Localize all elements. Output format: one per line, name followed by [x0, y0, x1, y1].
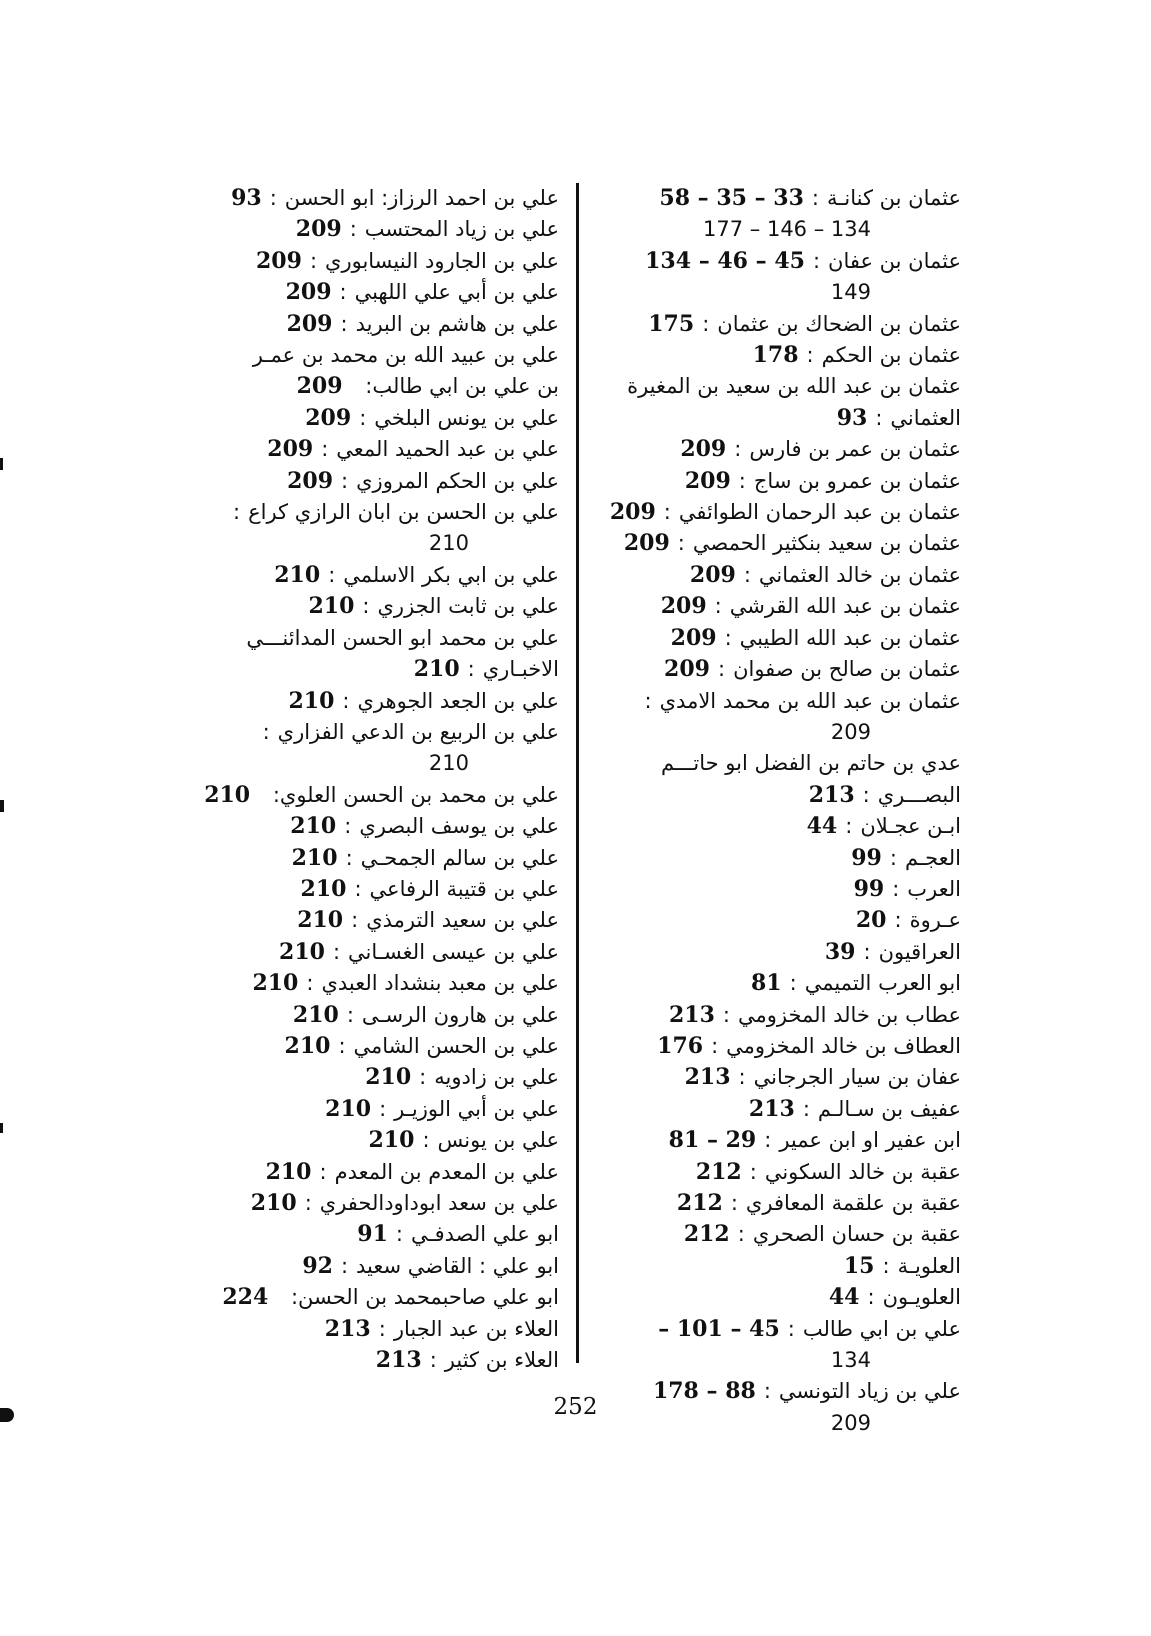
- entry-pages: 209: [609, 499, 656, 526]
- index-entry: [601, 1251, 961, 1282]
- entry-separator: :: [711, 1033, 719, 1058]
- entry-name: العطاف بن خالد المخزومي: [726, 1033, 961, 1058]
- index-entry: [194, 1157, 559, 1188]
- index-entry: [194, 905, 559, 936]
- index-entry: [601, 1314, 961, 1345]
- index-entry: [194, 1000, 559, 1031]
- index-entry: [194, 340, 559, 371]
- entry-name: علي بن ابي طالب: [802, 1316, 961, 1341]
- index-entry: [194, 1031, 559, 1062]
- entry-separator: :: [889, 845, 897, 870]
- entry-pages: 209: [267, 436, 314, 463]
- entry-separator: :: [419, 1065, 427, 1090]
- entry-name: العراقيون: [878, 939, 961, 964]
- entry-separator: :: [763, 1379, 771, 1404]
- index-entry: [194, 246, 559, 277]
- entry-separator: :: [867, 1285, 875, 1310]
- entry-name: علي بن الربيع بن الدعي الفزاري: [277, 719, 559, 744]
- entry-name: علي بن محمد ابو الحسن المدائنـــي: [246, 625, 559, 650]
- entry-separator: :: [717, 657, 726, 682]
- entry-pages: 176: [657, 1032, 704, 1059]
- entry-separator: :: [328, 562, 336, 587]
- entry-name: عثمان بن عبد الله بن سعيد بن المغيرة: [627, 374, 961, 399]
- entry-separator: :: [734, 437, 742, 462]
- index-entry-continuation: [194, 748, 559, 779]
- entry-separator: [250, 783, 273, 807]
- entry-separator: :: [892, 876, 900, 901]
- entry-separator: :: [663, 500, 671, 525]
- entry-name: العثماني: [890, 405, 961, 430]
- entry-name: علي بن هارون الرسـى: [361, 1002, 559, 1027]
- entry-name: علي بن عبد الحميد المعي: [336, 437, 559, 462]
- index-entry: [601, 371, 961, 402]
- index-entry: [194, 1188, 559, 1219]
- index-entry: [601, 1000, 961, 1031]
- entry-pages: 209: [664, 656, 710, 683]
- entry-pages: 210: [428, 531, 469, 556]
- page-number: 252: [553, 1394, 598, 1420]
- entry-pages: 210: [290, 813, 337, 840]
- entry-pages: 213: [324, 1315, 371, 1342]
- index-entry: [601, 1157, 961, 1188]
- entry-pages: 209: [684, 467, 731, 494]
- entry-name: علي بن الجارود النيسابوري: [325, 248, 559, 273]
- scan-mark: [0, 458, 3, 470]
- entry-name: علي بن الحسن الشامي: [353, 1033, 559, 1058]
- entry-name: عطاب بن خالد المخزومي: [738, 1002, 961, 1027]
- entry-separator: :: [862, 782, 870, 807]
- entry-separator: :: [429, 1348, 437, 1373]
- entry-separator: :: [863, 939, 871, 964]
- entry-separator: :: [349, 217, 357, 242]
- index-entry: [194, 1062, 559, 1093]
- index-entry: [601, 968, 961, 999]
- entry-name: علي بن المعدم بن المعدم: [334, 1159, 559, 1184]
- entry-pages: 29 – 81: [668, 1127, 757, 1154]
- entry-pages: 210: [325, 1095, 372, 1122]
- index-entry-continuation: [601, 717, 961, 748]
- index-entry: [194, 214, 559, 245]
- entry-name: عفيف بن سـالـم: [817, 1096, 961, 1121]
- index-entry: [601, 654, 961, 685]
- index-entry: [194, 686, 559, 717]
- entry-separator: :: [395, 1222, 403, 1247]
- entry-separator: [268, 1285, 291, 1309]
- index-entry: [601, 403, 961, 434]
- entry-pages: 210: [368, 1127, 415, 1154]
- entry-pages: 210: [428, 751, 469, 776]
- entry-pages: 209: [830, 719, 871, 744]
- entry-separator: :: [309, 248, 318, 273]
- entry-separator: :: [378, 1316, 386, 1341]
- entry-name: علي بن يونس البلخي: [374, 405, 559, 430]
- entry-pages: 209: [256, 247, 302, 274]
- entry-name: علي بن أبي الوزيـر: [394, 1096, 559, 1121]
- scan-mark: [0, 1408, 14, 1422]
- index-entry: [194, 968, 559, 999]
- entry-name: عفان بن سيار الجرجاني: [753, 1065, 961, 1090]
- entry-name: علي بن سالم الجمحـي: [360, 845, 559, 870]
- index-entry: [601, 183, 961, 214]
- entry-pages: 210: [204, 781, 251, 808]
- index-entry: [194, 371, 559, 402]
- entry-pages: 93: [836, 404, 868, 431]
- entry-separator: :: [346, 1002, 354, 1027]
- entry-separator: :: [321, 437, 329, 462]
- index-entry: [601, 780, 961, 811]
- entry-separator: :: [341, 468, 349, 493]
- entry-name: العلويـون: [882, 1285, 961, 1310]
- entry-pages: 209: [623, 530, 670, 557]
- entry-separator: :: [812, 248, 821, 273]
- entry-separator: :: [362, 594, 370, 619]
- entry-separator: :: [882, 1253, 890, 1278]
- index-entry: [194, 591, 559, 622]
- entry-pages: 209: [287, 467, 334, 494]
- index-entry: [601, 1031, 961, 1062]
- entry-pages: 88 – 178: [652, 1378, 756, 1405]
- entry-pages: 209: [286, 310, 333, 337]
- index-entry: [194, 780, 559, 811]
- entry-separator: :: [379, 1096, 387, 1121]
- entry-name: عثمان بن عفان: [828, 248, 961, 273]
- index-entry: [601, 1094, 961, 1125]
- index-entry: [601, 843, 961, 874]
- entry-name: عقبة بن حسان الصحري: [752, 1222, 961, 1247]
- entry-separator: [343, 374, 366, 398]
- entry-name: علي بن سعيد الترمذي: [366, 908, 559, 933]
- index-entry: [601, 1062, 961, 1093]
- entry-name: علي بن أبي علي اللهبي: [354, 280, 559, 305]
- entry-pages: 209: [296, 373, 343, 400]
- index-entry-continuation: [194, 528, 559, 559]
- entry-name: البصـــري: [877, 782, 961, 807]
- index-entry: [194, 811, 559, 842]
- entry-pages: 224: [222, 1284, 269, 1311]
- entry-pages: 209: [680, 436, 727, 463]
- entry-pages: 20: [855, 907, 887, 934]
- entry-pages: 93: [231, 185, 262, 211]
- entry-pages: 209: [295, 216, 342, 243]
- index-entry: [194, 497, 559, 528]
- entry-name: عثمان بن عبد الله بن محمد الامدي: [659, 688, 961, 713]
- index-entry: [601, 309, 961, 340]
- entry-name: عثمان بن عمر بن فارس: [749, 437, 961, 462]
- index-entry: [601, 686, 961, 717]
- entry-separator: :: [304, 1191, 312, 1215]
- entry-name: عدي بن حاتم بن الفضل ابو حاتـــم: [660, 751, 961, 776]
- entry-separator: :: [339, 280, 347, 305]
- entry-name: علي بن سعد ابوداودالحفري: [319, 1191, 559, 1215]
- index-entry: [194, 309, 559, 340]
- entry-pages: 210: [250, 1190, 297, 1216]
- entry-name: علي بن زادويه: [434, 1065, 559, 1090]
- index-entry-continuation: [601, 1345, 961, 1376]
- index-entry: [601, 905, 961, 936]
- entry-name: علي بن الحسن بن ابان الرازي كراع: [248, 500, 559, 525]
- entry-pages: 209: [660, 593, 707, 620]
- index-entry: [601, 434, 961, 465]
- index-entry: [194, 466, 559, 497]
- index-entry: [194, 1094, 559, 1125]
- index-entry: [601, 246, 961, 277]
- index-entry: [601, 937, 961, 968]
- entry-separator: :: [351, 908, 359, 933]
- index-column-left: [194, 183, 559, 1376]
- entry-name: علي بن قتيبة الرفاعي: [369, 876, 559, 901]
- index-entry-continuation: [601, 277, 961, 308]
- entry-pages: 210: [297, 907, 344, 934]
- entry-separator: :: [359, 405, 367, 430]
- entry-separator: :: [306, 971, 314, 996]
- entry-pages: 178: [752, 342, 799, 369]
- index-entry: [194, 1314, 559, 1345]
- entry-pages: 210: [365, 1064, 412, 1091]
- entry-name: علي بن احمد الرزاز: ابو الحسن: [284, 186, 559, 210]
- index-entry: [194, 843, 559, 874]
- index-entry: [194, 623, 559, 654]
- index-entry: [194, 717, 559, 748]
- entry-name: ابو علي صاحبمحمد بن الحسن:: [290, 1285, 559, 1310]
- entry-pages: 213: [684, 1064, 731, 1091]
- entry-separator: :: [344, 814, 352, 839]
- index-entry: [194, 560, 559, 591]
- entry-separator: :: [875, 405, 883, 430]
- entry-name: الاخبـاري: [482, 657, 559, 682]
- entry-pages: 212: [676, 1190, 723, 1216]
- entry-name: عثمان بن الحكم: [821, 343, 961, 368]
- entry-separator: :: [319, 1159, 327, 1184]
- entry-pages: 81: [751, 970, 782, 997]
- index-entry: [601, 340, 961, 371]
- entry-separator: :: [345, 845, 353, 870]
- entry-separator: :: [332, 939, 341, 964]
- entry-pages: 210: [284, 1032, 331, 1059]
- entry-pages: 209: [305, 404, 352, 431]
- entry-name: علي بن زياد المحتسب: [364, 217, 559, 242]
- entry-separator: :: [354, 876, 362, 901]
- index-column-right: [601, 183, 961, 1439]
- scan-mark: [0, 800, 4, 812]
- entry-name: عثمان بن عبد الله الطيبي: [739, 625, 961, 650]
- entry-pages: 213: [375, 1347, 422, 1374]
- index-entry: [601, 466, 961, 497]
- entry-name: علي بن يوسف البصري: [359, 814, 559, 839]
- entry-name: عـروة: [909, 908, 961, 933]
- entry-separator: :: [724, 625, 732, 650]
- index-entry: [601, 811, 961, 842]
- entry-name: علي بن ثابت الجزري: [377, 594, 559, 619]
- entry-name: علي بن ابي بكر الاسلمي: [343, 562, 559, 587]
- entry-name: علي بن زياد التونسي: [778, 1379, 961, 1404]
- entry-pages: 33 – 35 – 58: [659, 185, 804, 211]
- entry-separator: :: [422, 1128, 430, 1153]
- entry-separator: :: [342, 688, 350, 713]
- entry-name: علي بن معبد بنشداد العبدي: [321, 971, 559, 996]
- entry-name: عثمان بن عبد الرحمان الطوائفي: [678, 500, 961, 525]
- index-entry: [194, 434, 559, 465]
- index-entry: [601, 528, 961, 559]
- scan-mark: [0, 1123, 3, 1133]
- entry-separator: :: [743, 562, 751, 587]
- entry-name: عثمان بن الضحاك بن عثمان: [717, 311, 961, 336]
- entry-pages: 134 – 146 – 177: [703, 217, 871, 242]
- entry-name: علي بن عبيد الله بن محمد بن عمـر: [252, 343, 559, 368]
- entry-pages: 99: [851, 844, 882, 871]
- entry-name: عثمان بن كنانـة: [827, 186, 961, 210]
- entry-separator: :: [233, 500, 241, 525]
- entry-name: العرب: [907, 876, 961, 901]
- entry-pages: 134: [830, 1348, 871, 1373]
- entry-name: علي بن هاشم بن البريد: [355, 311, 559, 336]
- entry-name: بن علي بن ابي طالب:: [365, 374, 559, 399]
- index-entry: [601, 1125, 961, 1156]
- index-entry: [194, 403, 559, 434]
- entry-pages: 91: [357, 1221, 388, 1248]
- entry-name: عثمان بن صالح بن صفوان: [733, 657, 961, 682]
- entry-name: عقبة بن علقمة المعافري: [745, 1191, 961, 1215]
- entry-separator: :: [340, 1253, 349, 1278]
- entry-separator: :: [467, 657, 475, 682]
- entry-name: العلويـة: [897, 1253, 961, 1278]
- index-entry: [194, 1125, 559, 1156]
- entry-pages: 209: [670, 624, 717, 651]
- entry-separator: :: [894, 908, 902, 933]
- entry-pages: 210: [291, 844, 338, 871]
- index-entry: [194, 1345, 559, 1376]
- index-entry: [601, 1282, 961, 1313]
- index-entry: [194, 937, 559, 968]
- entry-name: عثمان بن عبد الله القرشي: [729, 594, 961, 619]
- entry-separator: :: [787, 1316, 795, 1341]
- entry-separator: :: [802, 1096, 810, 1121]
- index-entry: [194, 1251, 559, 1282]
- entry-separator: :: [722, 1002, 730, 1027]
- entry-separator: :: [714, 594, 722, 619]
- entry-pages: 175: [648, 310, 695, 337]
- entry-pages: 213: [808, 781, 855, 808]
- entry-pages: 44: [828, 1284, 860, 1311]
- index-entry-continuation: [601, 214, 961, 245]
- entry-name: عثمان بن عمرو بن ساج: [753, 468, 961, 493]
- entry-separator: :: [789, 971, 797, 996]
- index-entry: [601, 591, 961, 622]
- index-entry: [194, 183, 559, 214]
- entry-name: العجـم: [904, 845, 961, 870]
- entry-pages: 45 – 46 – 134: [645, 247, 805, 274]
- entry-pages: 213: [668, 1001, 715, 1028]
- entry-pages: 210: [413, 656, 460, 683]
- entry-separator: :: [764, 1128, 772, 1153]
- index-entry: [601, 560, 961, 591]
- index-entry: [194, 277, 559, 308]
- entry-separator: :: [677, 531, 685, 556]
- index-entry: [601, 497, 961, 528]
- index-entry: [194, 1282, 559, 1313]
- entry-separator: :: [738, 468, 746, 493]
- index-entry: [601, 1219, 961, 1250]
- entry-name: علي بن يونس: [437, 1128, 559, 1153]
- entry-pages: 210: [288, 687, 335, 714]
- index-entry: [194, 1219, 559, 1250]
- entry-pages: 92: [302, 1252, 333, 1279]
- entry-separator: :: [730, 1191, 738, 1215]
- entry-name: علي بن الحكم المروزي: [356, 468, 559, 493]
- entry-pages: 213: [748, 1095, 795, 1122]
- entry-pages: 209: [689, 561, 736, 588]
- index-entry: [601, 748, 961, 779]
- entry-separator: :: [702, 311, 710, 336]
- entry-pages: 210: [292, 1001, 339, 1028]
- entry-pages: 212: [695, 1158, 742, 1185]
- entry-separator: :: [644, 688, 652, 713]
- index-entry: [601, 1188, 961, 1219]
- entry-pages: 210: [308, 593, 355, 620]
- entry-name: ابو علي : القاضي سعيد: [356, 1253, 559, 1278]
- entry-pages: 210: [252, 970, 299, 997]
- entry-name: عثمان بن سعيد بنكثير الحمصي: [692, 531, 961, 556]
- entry-separator: :: [338, 1033, 346, 1058]
- entry-separator: :: [340, 311, 348, 336]
- column-divider: [576, 183, 579, 1363]
- entry-pages: 209: [830, 1410, 871, 1435]
- entry-separator: :: [811, 186, 819, 210]
- index-entry: [194, 874, 559, 905]
- entry-name: ابو العرب التميمي: [804, 971, 961, 996]
- entry-separator: :: [738, 1065, 746, 1090]
- entry-name: العلاء بن عبد الجبار: [393, 1316, 559, 1341]
- entry-pages: 209: [285, 279, 332, 306]
- entry-pages: 210: [300, 875, 347, 902]
- entry-name: عثمان بن خالد العثماني: [758, 562, 961, 587]
- entry-name: العلاء بن كثير: [444, 1348, 559, 1373]
- index-entry: [601, 874, 961, 905]
- index-entry: [194, 654, 559, 685]
- entry-pages: 210: [274, 561, 321, 588]
- entry-pages: 149: [830, 280, 871, 305]
- entry-name: ابـن عجـلان: [860, 814, 961, 839]
- entry-name: عقبة بن خالد السكوني: [764, 1159, 961, 1184]
- entry-name: علي بن عيسى الغسـاني: [348, 939, 559, 964]
- entry-pages: 45 – 101 –: [658, 1315, 780, 1342]
- index-entry: [601, 623, 961, 654]
- entry-separator: :: [737, 1222, 745, 1247]
- entry-name: علي بن الجعد الجوهري: [357, 688, 559, 713]
- entry-pages: 44: [806, 813, 838, 840]
- entry-pages: 39: [824, 938, 856, 965]
- entry-pages: 210: [265, 1158, 312, 1185]
- entry-name: ابو علي الصدفـي: [410, 1222, 559, 1247]
- entry-separator: :: [749, 1159, 757, 1184]
- entry-separator: :: [845, 814, 853, 839]
- entry-name: علي بن محمد بن الحسن العلوي:: [272, 782, 559, 807]
- entry-pages: 15: [843, 1252, 875, 1279]
- entry-separator: :: [262, 719, 270, 744]
- entry-separator: :: [269, 186, 277, 210]
- entry-pages: 99: [853, 875, 885, 902]
- entry-name: ابن عفير او ابن عمير: [779, 1128, 961, 1153]
- entry-pages: 210: [279, 938, 325, 965]
- entry-pages: 212: [683, 1221, 730, 1248]
- entry-separator: :: [806, 343, 814, 368]
